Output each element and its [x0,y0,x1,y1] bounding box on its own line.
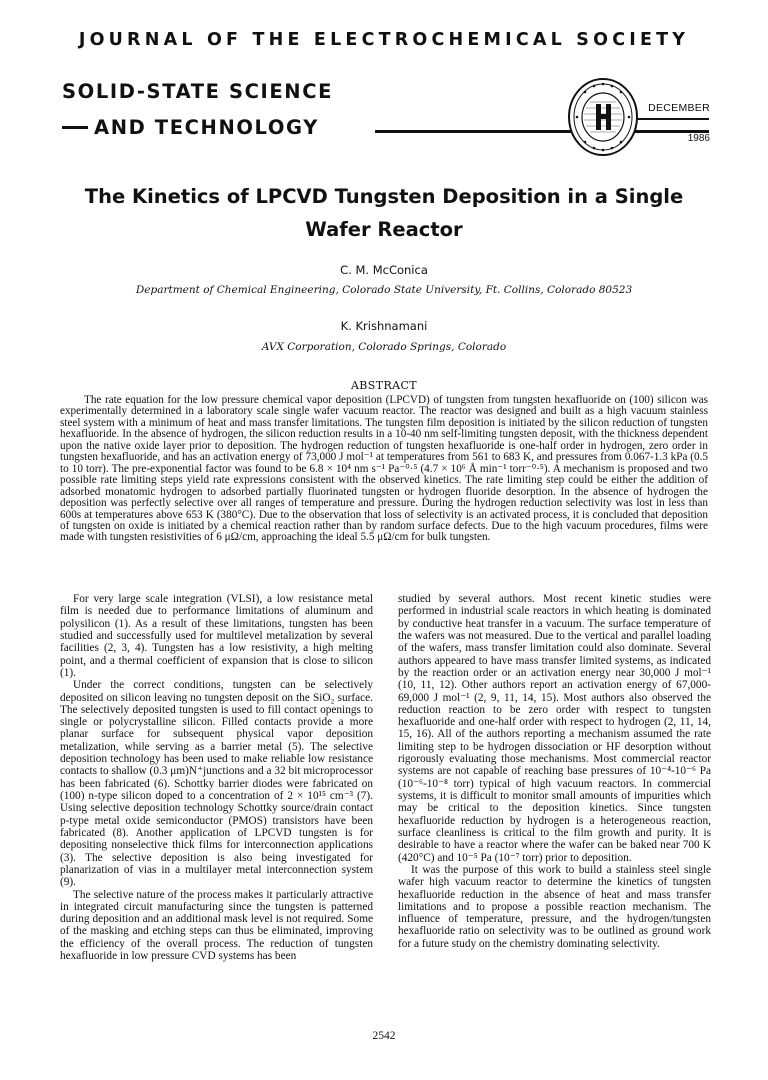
body-paragraph: For very large scale integration (VLSI), a low resistance metal film is needed due to performance limitations of aluminum and polysilicon (1). As a result of these limitations, tungsten has been studied and successfully used for multilevel metalization by several facilities (2, 3, 4). Tungsten has a low resistivity, a high melting point, and a thermal coefficient of expansion that is close to silicon (1). [60,593,373,679]
header-rule-short [632,118,709,120]
abstract-text: The rate equation for the low pressure chemical vapor deposition (LPCVD) of tungsten from tungsten hexafluoride on (100) silicon was experimentally determined in a laboratory scale single wafer vacuum reactor. The reactor was designed and built as a high vacuum stainless steel system with a minimum of heat and mass transfer limitations. The tungsten film deposition is initiated by the silicon reduction of tungsten hexafluoride. In the absence of hydrogen, the silicon reduction results in a 10-40 nm self-limiting tungsten deposit, with the thickness dependent upon the native oxide layer prior to deposition. The hydrogen reduction of tungsten hexafluoride is one-half order in hydrogen, zero order in tungsten hexafluoride, and has an activation energy of 73,000 J mol⁻¹ at temperatures from 561 to 683 K, and pressures from 0.067-1.3 kPa (0.5 to 10 torr). The pre-exponential factor was found to be 6.8 × 10⁴ nm s⁻¹ Pa⁻⁰·⁵ (4.7 × 10⁶ Å min⁻¹ torr⁻⁰·⁵). A mechanism is proposed and two possible rate limiting steps yield rate expressions consistent with the observed kinetics. The rate limiting step could be either the addition of adsorbed monatomic hydrogen to adsorbed partially fluorinated tungsten or hydrogen fluoride desorption. In the absence of hydrogen the deposition was perfectly selective over all ranges of temperature and pressure. During the hydrogen reduction selectivity was lost in less than 600s at temperatures above 653 K (380°C). Due to the observation that loss of selectivity is an activated process, it is concluded that deposition of tungsten on oxide is initiated by a chemical reaction rather than by random surface defects. Due to the high vacuum procedures, films were made with tungsten resistivities of 6 μΩ/cm, approaching the ideal 5.5 μΩ/cm for bulk tungsten. [60,394,708,544]
society-seal-icon [566,76,640,158]
page-number: 2542 [372,1030,396,1042]
abstract-heading: ABSTRACT [350,379,418,392]
section-title-line1: SOLID-STATE SCIENCE [62,80,334,103]
author-name: K. Krishnamani [340,319,428,333]
journal-name: JOURNAL OF THE ELECTROCHEMICAL SOCIETY [78,30,690,50]
body-paragraph: The selective nature of the process makes it particularly attractive in integrated circuit manufacturing since the tungsten is patterned during deposition and an additional mask level is not required. Some of the masking and etching steps can thus be eliminated, improving the efficiency of the overall process. The reduction of tungsten hexafluoride in low pressure CVD systems has been [60,888,373,963]
body-paragraph: It was the purpose of this work to build a stainless steel single wafer high vacuum reactor to determine the kinetics of tungsten hexafluoride reduction in the absence of heat and mass transfer limitations and to propose a possible reaction mechanism. The influence of temperature, pressure, and the hydrogen/tungsten hexafluoride ratio on selectivity was to be outlined as ground work for a future study on the chemistry dominating selectivity. [398,863,711,950]
body-paragraph: Under the correct conditions, tungsten can be selectively deposited on silicon leaving no tungsten deposit on the SiO₂ surface. The selectively deposited tungsten is used to fill contact openings to single or polycrystalline silicon. Filled contacts provide a more planar surface for subsequent physical vapor deposition metalization, while serving as a barrier metal (5). The selective deposition technology has been used to make reliable low resistance contacts to shallow (0.3 μm)N⁺junctions and a 32 bit microprocessor has been fabricated (6). Schottky barrier diodes were fabricated on (100) n-type silicon doped to a concentration of 2 × 10¹⁵ cm⁻³ (7). Using selective deposition technology Schottky source/drain contact p-type metal oxide semiconductor (PMOS) transistors have been fabricated (8). Another application of LPCVD tungsten is for depositing nonselective thick films for interconnection applications (3). The selective deposition is also being investigated for planarization of vias in a multilayer metal interconnection system (9). [60,679,373,889]
issue-month: DECEMBER [648,102,710,114]
issue-year: 1986 [687,133,710,144]
section-dash [62,126,88,129]
section-title-line2 [62,116,319,139]
article-title: The Kinetics of LPCVD Tungsten Deposition in a Single Wafer Reactor [84,185,684,241]
body-paragraph: studied by several authors. Most recent kinetic studies were performed in industrial scale reactors in which heating is dominated by conductive heat transfer in a vacuum. The surface temperature of the wafers was not measured. Due to the vertical and parallel loading of the wafers, mass transfer limitation could also dominate. Several authors appeared to have mass transfer limited systems, as indicated by the reaction order or an activation energy near 30,000 J mol⁻¹ (10, 11, 12). Other authors report an activation energy of 67,000-69,000 J mol⁻¹ (2, 9, 11, 14, 15). Most authors also observed the reduction reaction to be zero order with respect to tungsten hexafluoride and one-half order with respect to hydrogen (2, 11, 14, 15, 16). All of the authors reporting a mechanism assumed the rate limiting step to be hydrogen dissociation or HF desorption without rigorously evaluating those mechanisms. Most commercial reactor systems are not capable of reaching base pressures of 10⁻⁴-10⁻⁶ Pa (10⁻⁶-10⁻⁸ torr) typical of high vacuum reactors. In commercial systems, it is difficult to monitor small amounts of impurities which may be critical to the deposition kinetics. Since tungsten hexafluoride reduction by hydrogen is a heterogeneous reaction, surface cleanliness is critical to the film growth and purity. It is desirable to have a reactor where the wafer can be baked near 700 K (420°C) and 10⁻⁵ Pa (10⁻⁷ torr) prior to deposition. [398,593,711,864]
author-affiliation: Department of Chemical Engineering, Colorado State University, Ft. Collins, Colorado 80523 [135,284,633,296]
section-title-line2-text: AND TECHNOLOGY [94,116,319,139]
body-column-left [60,593,373,962]
author-name: C. M. McConica [340,263,428,277]
author-affiliation: AVX Corporation, Colorado Springs, Colorado [261,341,507,353]
body-column-right [398,593,711,950]
